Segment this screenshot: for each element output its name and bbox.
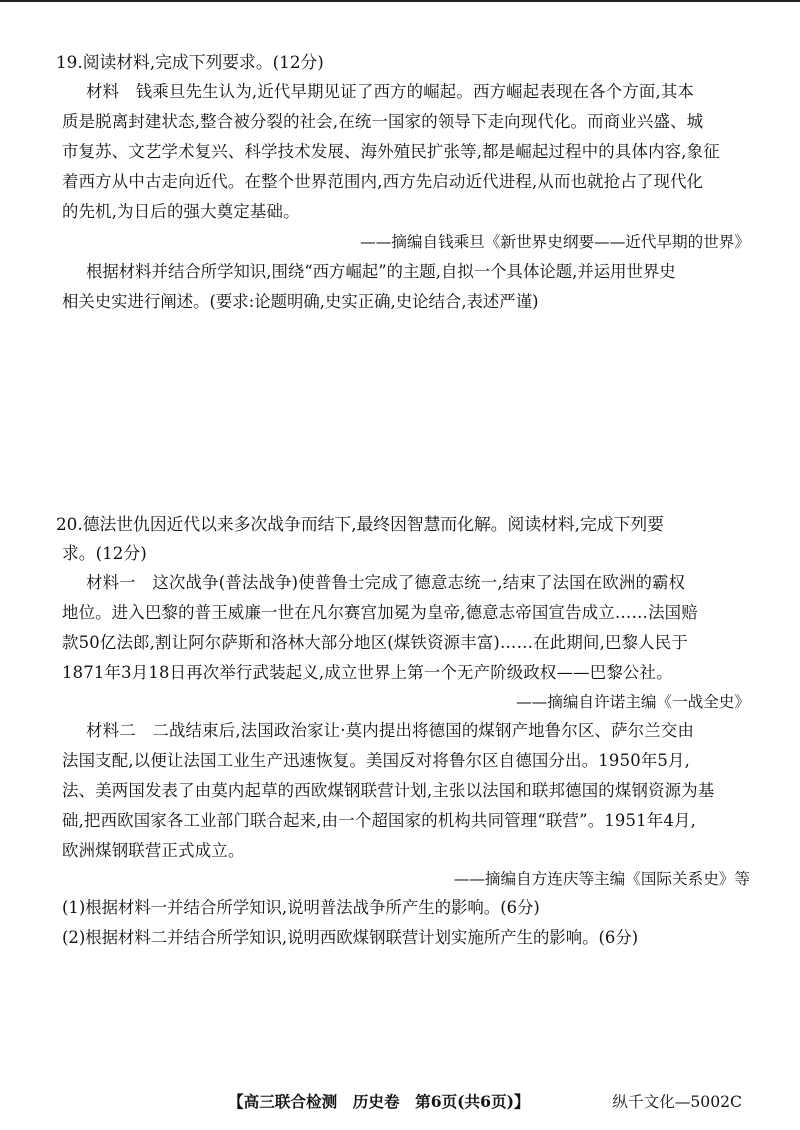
q20-material1-line: 款50亿法郎,割让阿尔萨斯和洛林大部分地区(煤铁资源丰富)……在此期间,巴黎人民于: [62, 633, 688, 652]
q19-task-line: 根据材料并结合所学知识,围绕“西方崛起”的主题,自拟一个具体论题,并运用世界史: [86, 262, 676, 281]
q20-material2-line: 材料二 二战结束后,法国政治家让·莫内提出将德国的煤钢产地鲁尔区、萨尔兰交由: [86, 721, 695, 740]
q20-title-continued: 求。(12分): [62, 543, 147, 563]
q19-material-line: 市复苏、文艺学术复兴、科学技术发展、海外殖民扩张等,都是崛起过程中的具体内容,象征: [62, 142, 720, 161]
q19-title: 19.阅读材料,完成下列要求。(12分): [56, 52, 324, 72]
q19-source: ——摘编自钱乘旦《新世界史纲要——近代早期的世界》: [360, 233, 750, 251]
footer-publisher-code: 纵千文化—5002C: [612, 1093, 742, 1111]
q19-material-line: 的先机,为日后的强大奠定基础。: [62, 202, 300, 221]
q20-material2-line: 法、美两国发表了由莫内起草的西欧煤钢联营计划,主张以法国和联邦德国的煤钢资源为基: [62, 781, 715, 800]
q20-material1-line: 材料一 这次战争(普法战争)使普鲁士完成了德意志统一,结束了法国在欧洲的霸权: [86, 573, 686, 592]
q20-material1-line: 1871年3月18日再次举行武装起义,成立世界上第一个无产阶级政权——巴黎公社。: [62, 663, 673, 682]
footer-exam-info: 【高三联合检测 历史卷 第6页(共6页)】: [228, 1092, 530, 1111]
q20-title: 20.德法世仇因近代以来多次战争而结下,最终因智慧而化解。阅读材料,完成下列要: [56, 514, 664, 534]
q19-material-line: 着西方从中古走向近代。在整个世界范围内,西方先启动近代进程,从而也就抢占了现代化: [62, 172, 704, 191]
q20-material2-line: 欧洲煤钢联营正式成立。: [62, 841, 245, 860]
top-border: [0, 0, 800, 2]
q19-task-line: 相关史实进行阐述。(要求:论题明确,史实正确,史论结合,表述严谨): [62, 292, 539, 311]
q20-material2-line: 础,把西欧国家各工业部门联合起来,由一个超国家的机构共同管理“联营”。1951年4月,: [62, 811, 697, 830]
q20-source1: ——摘编自许诺主编《一战全史》: [516, 693, 750, 711]
q20-material2-line: 法国支配,以便让法国工业生产迅速恢复。美国反对将鲁尔区自德国分出。1950年5月,: [62, 751, 691, 770]
q20-material1-line: 地位。进入巴黎的普王威廉一世在凡尔赛宫加冕为皇帝,德意志帝国宣告成立……法国赔: [62, 603, 698, 622]
q20-subquestion-1: (1)根据材料一并结合所学知识,说明普法战争所产生的影响。(6分): [62, 898, 540, 917]
q20-source2: ——摘编自方连庆等主编《国际关系史》等: [453, 870, 750, 888]
q19-material-line: 材料 钱乘旦先生认为,近代早期见证了西方的崛起。西方崛起表现在各个方面,其本: [86, 82, 695, 101]
q20-subquestion-2: (2)根据材料二并结合所学知识,说明西欧煤钢联营计划实施所产生的影响。(6分): [62, 928, 639, 947]
q19-material-line: 质是脱离封建状态,整合被分裂的社会,在统一国家的领导下走向现代化。而商业兴盛、城: [62, 112, 704, 131]
